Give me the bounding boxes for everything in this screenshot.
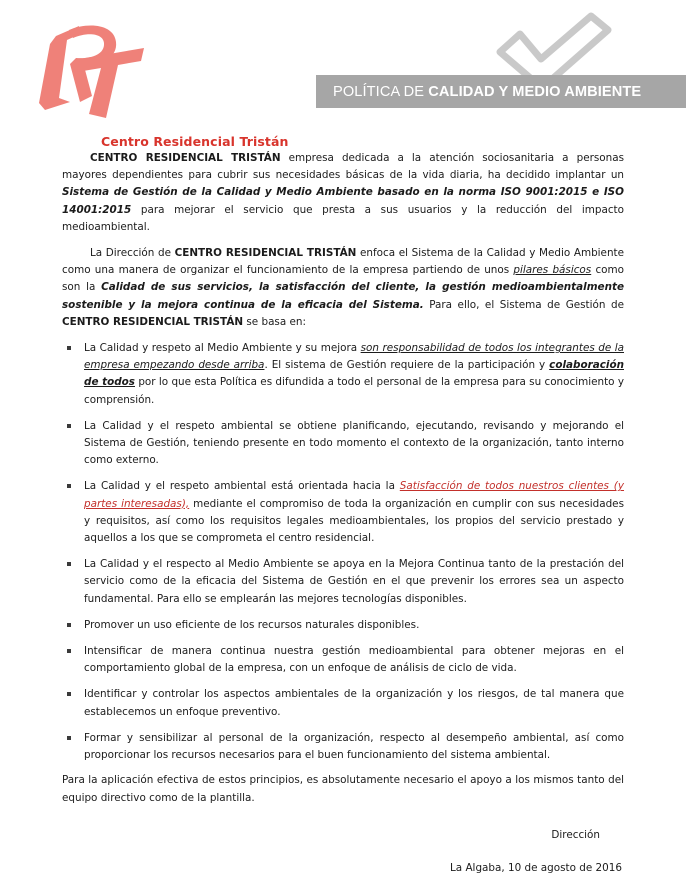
company-logo bbox=[18, 14, 308, 149]
company-name-1: CENTRO RESIDENCIAL TRISTÁN bbox=[90, 152, 281, 164]
bullet-5-text: Promover un uso eficiente de los recursos naturales disponibles. bbox=[84, 618, 420, 631]
paragraph-2-text-d: Para ello, el Sistema de Gestión de bbox=[423, 298, 624, 311]
square-bullet-icon bbox=[67, 484, 71, 488]
bullet-1-text-b: . El sistema de Gestión requiere de la participación y bbox=[264, 359, 550, 372]
signature-role: Dirección bbox=[551, 828, 600, 841]
list-item bbox=[62, 617, 624, 634]
paragraph-1-text-a: empresa dedicada a la atención sociosanitaria a personas mayores dependientes para cubrir sus necesidades básicas de la vida diaria, ha decidido implantar un bbox=[62, 152, 624, 182]
bullet-3-text-b: mediante el compromiso de toda la organización en cumplir con sus necesidades y requisitos, así como los requisitos legales medioambientales, los propios del servicio prestado y aquellos a los que se comprometa el centro residencial. bbox=[84, 497, 624, 545]
list-item bbox=[62, 340, 624, 409]
company-name-2: CENTRO RESIDENCIAL TRISTÁN bbox=[174, 247, 357, 260]
logo-tagline: Centro Residencial Tristán bbox=[101, 134, 289, 149]
policy-banner bbox=[316, 75, 686, 108]
bullet-3-emphasis: Satisfacción de todos nuestros clientes (y partes interesadas), bbox=[84, 480, 625, 510]
pilares-basicos-emphasis: pilares básicos bbox=[513, 264, 592, 277]
document-body bbox=[0, 150, 686, 874]
list-item bbox=[62, 478, 624, 547]
bullet-2-text: La Calidad y el respeto ambiental se obtiene planificando, ejecutando, revisando y mejorando el Sistema de Gestión, teniendo presente en todo momento el contexto de la organización, tanto interno como externo. bbox=[84, 419, 624, 467]
bullet-8-text: Formar y sensibilizar al personal de la organización, respecto al desempeño ambiental, así como proporcionar los recursos necesarios para el buen funcionamiento del sistema ambiental. bbox=[84, 731, 624, 762]
paragraph-1-text-b: para mejorar el servicio que presta a sus usuarios y la reducción del impacto medioambiental. bbox=[62, 203, 624, 233]
banner-title bbox=[316, 84, 641, 100]
bullet-6-text: Intensificar de manera continua nuestra gestión medioambiental para obtener mejoras en el comportamiento global de la empresa, con un enfoque de análisis de ciclo de vida. bbox=[84, 645, 624, 675]
square-bullet-icon bbox=[67, 692, 71, 696]
bullet-4-text: La Calidad y el respecto al Medio Ambiente se apoya en la Mejora Continua tanto de la prestación del servicio como de la eficacia del Sistema de Gestión en el que prevenir los errores sea un aspecto fundamental. Para ello se emplearán las mejores tecnologías disponibles. bbox=[84, 558, 624, 605]
list-item bbox=[62, 556, 624, 608]
banner-prefix: POLÍTICA DE bbox=[333, 83, 429, 100]
paragraph-2-text-b: enfoca el Sistema de la Calidad y Medio Ambiente como una manera de organizar el funcionamiento de la empresa partiendo de unos bbox=[62, 247, 624, 277]
rt-monogram-icon bbox=[26, 14, 151, 124]
bullet-3-text-a: La Calidad y el respeto ambiental está orientada hacia la bbox=[84, 480, 400, 493]
square-bullet-icon bbox=[67, 562, 71, 566]
bullet-1-emphasis-a: son responsabilidad de todos los integrantes de la empresa empezando desde arriba bbox=[84, 342, 624, 372]
paragraph-1 bbox=[62, 150, 624, 236]
company-name-3: CENTRO RESIDENCIAL TRISTÁN bbox=[62, 315, 244, 328]
square-bullet-icon bbox=[67, 736, 71, 740]
paragraph-2-text-e: se basa en: bbox=[243, 315, 306, 328]
bullet-7-text: Identificar y controlar los aspectos ambientales de la organización y los riesgos, de tal manera que establecemos un enfoque preventivo. bbox=[84, 688, 624, 718]
closing-paragraph: Para la aplicación efectiva de estos principios, es absolutamente necesario el apoyo a los mismos tanto del equipo directivo como de la plantilla. bbox=[62, 774, 624, 804]
paragraph-2-text-a: La Dirección de bbox=[90, 247, 175, 260]
signature-place-date: La Algaba, 10 de agosto de 2016 bbox=[449, 861, 622, 874]
square-bullet-icon bbox=[67, 424, 71, 428]
policy-content bbox=[62, 150, 624, 807]
square-bullet-icon bbox=[67, 649, 71, 653]
list-item bbox=[62, 686, 624, 720]
list-item bbox=[62, 418, 624, 470]
pillars-list-emphasis: Calidad de sus servicios, la satisfacción del cliente, la gestión medioambientalmente sostenible y la mejora continua de la eficacia del Sistema. bbox=[62, 281, 624, 311]
list-item bbox=[62, 643, 624, 677]
bullet-1-text-c: por lo que esta Política es difundida a todo el personal de la empresa para su conocimiento y comprensión. bbox=[84, 376, 624, 406]
paragraph-2 bbox=[62, 245, 624, 331]
bullet-1-text-a: La Calidad y respeto al Medio Ambiente y su mejora bbox=[84, 342, 361, 355]
banner-emphasis: CALIDAD Y MEDIO AMBIENTE bbox=[428, 83, 642, 100]
signature-block bbox=[62, 829, 624, 874]
standards-emphasis: Sistema de Gestión de la Calidad y Medio Ambiente basado en la norma ISO 9001:2015 e ISO 14001:2015 bbox=[62, 186, 624, 216]
square-bullet-icon bbox=[67, 346, 71, 350]
square-bullet-icon bbox=[67, 623, 71, 627]
paragraph-2-text-c: como son la bbox=[62, 264, 624, 294]
bullet-1-emphasis-b: colaboración de todos bbox=[84, 359, 624, 389]
document-header bbox=[0, 0, 686, 150]
principles-list bbox=[62, 340, 624, 764]
list-item bbox=[62, 730, 624, 764]
